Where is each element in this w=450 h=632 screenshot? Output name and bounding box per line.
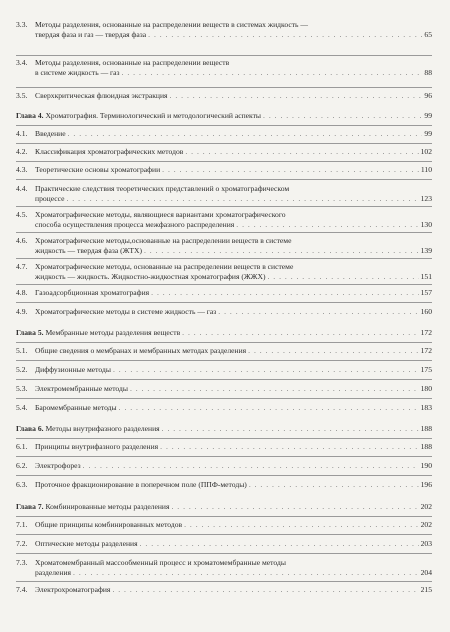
- leader-dots: [68, 129, 423, 139]
- toc-entry-5-1[interactable]: [16, 346, 432, 356]
- entry-title-line: Хроматографические методы, основанные на распределении веществ в системе: [35, 262, 294, 271]
- entry-title-line: разделения: [35, 567, 72, 577]
- leader-dots: [249, 480, 419, 490]
- entry-title-line: в системе жидкость — газ: [35, 67, 120, 77]
- entry-divider: [16, 302, 432, 303]
- entry-title-line: Сверхкритическая флюидная экстракция: [35, 91, 168, 100]
- entry-number: 4.2.: [16, 147, 28, 156]
- entry-title-line: Хроматомембранный массообменный процесс и хроматомембранные методы: [35, 558, 286, 567]
- entry-number: 7.4.: [16, 585, 28, 594]
- leader-dots: [184, 520, 418, 530]
- leader-dots: [218, 307, 418, 317]
- entry-divider: [16, 534, 432, 535]
- leader-dots: [83, 461, 419, 471]
- entry-number: 7.1.: [16, 520, 28, 529]
- toc-entry-4-9[interactable]: [16, 307, 432, 317]
- leader-dots: [170, 91, 423, 101]
- toc-entry-7-1[interactable]: [16, 520, 432, 530]
- page-number: 102: [420, 147, 432, 156]
- chapter-7-heading[interactable]: [16, 502, 432, 512]
- entry-divider: [16, 360, 432, 361]
- entry-divider: [16, 553, 432, 554]
- page-number: 99: [424, 129, 432, 138]
- entry-title-line: Теоретические основы хроматографии: [35, 165, 161, 174]
- toc-entry-7-4[interactable]: [16, 585, 432, 595]
- page-number: 172: [420, 346, 432, 355]
- page-number: 65: [424, 29, 432, 39]
- leader-dots: [171, 502, 418, 512]
- entry-number: 6.2.: [16, 461, 28, 470]
- entry-title-line: жидкость — твердая фаза (ЖТХ): [35, 245, 142, 255]
- entry-number: 3.3.: [16, 20, 28, 29]
- page-number: 99: [424, 111, 432, 120]
- entry-title-line: Баромембранные методы: [35, 403, 117, 412]
- entry-number: 7.2.: [16, 539, 28, 548]
- entry-title-line: Хроматографические методы в системе жидкость — газ: [35, 307, 217, 316]
- toc-entry-7-3[interactable]: [16, 558, 432, 577]
- leader-dots: [162, 424, 419, 434]
- page-number: 204: [420, 567, 432, 577]
- page-number: 160: [420, 307, 432, 316]
- entry-divider: [16, 179, 432, 180]
- leader-dots: [160, 442, 418, 452]
- chapter-label: Глава 7.: [16, 502, 44, 511]
- toc-entry-3-5[interactable]: [16, 91, 432, 101]
- leader-dots: [162, 165, 419, 175]
- toc-entry-3-3[interactable]: [16, 20, 432, 39]
- page-number: 88: [424, 67, 432, 77]
- entry-title-line: Электрохроматография: [35, 585, 111, 594]
- entry-divider: [16, 456, 432, 457]
- entry-title-line: Классификация хроматографических методов: [35, 147, 184, 156]
- chapter-6-heading[interactable]: [16, 424, 432, 434]
- chapter-label: Глава 5.: [16, 328, 44, 337]
- entry-divider: [16, 161, 432, 162]
- entry-title-line: Принципы внутрифазного разделения: [35, 442, 159, 451]
- entry-divider: [16, 379, 432, 380]
- entry-title-line: Диффузионные методы: [35, 365, 111, 374]
- entry-title-line: Введение: [35, 129, 66, 138]
- entry-number: 6.3.: [16, 480, 28, 489]
- page-number: 96: [424, 91, 432, 100]
- entry-title-line: Практические следствия теоретических представлений о хроматографическом: [35, 184, 290, 193]
- entry-divider: [16, 206, 432, 207]
- entry-number: 5.4.: [16, 403, 28, 412]
- toc-entry-6-3[interactable]: [16, 480, 432, 490]
- chapter-5-heading[interactable]: [16, 328, 432, 338]
- entry-number: 4.6.: [16, 236, 28, 245]
- entry-title-line: процессе: [35, 193, 65, 203]
- entry-title-line: Газоадсорбционная хроматография: [35, 288, 150, 297]
- entry-divider: [16, 342, 432, 343]
- chapter-label: Глава 4.: [16, 111, 44, 120]
- toc-entry-4-4[interactable]: [16, 184, 432, 203]
- chapter-4-heading[interactable]: [16, 111, 432, 121]
- leader-dots: [122, 68, 423, 78]
- leader-dots: [140, 539, 419, 549]
- leader-dots: [263, 111, 422, 121]
- toc-entry-3-4[interactable]: [16, 58, 432, 77]
- entry-divider: [16, 125, 432, 126]
- leader-dots: [112, 585, 418, 595]
- leader-dots: [113, 365, 419, 375]
- leader-dots: [248, 346, 418, 356]
- entry-title-line: способа осуществления процесса межфазного распределения: [35, 219, 235, 229]
- chapter-title: Мембранные методы разделения веществ: [45, 328, 181, 337]
- entry-divider: [16, 258, 432, 259]
- leader-dots: [67, 194, 419, 204]
- leader-dots: [151, 288, 418, 298]
- entry-number: 4.5.: [16, 210, 28, 219]
- entry-number: 4.1.: [16, 129, 28, 138]
- entry-number: 4.9.: [16, 307, 28, 316]
- page-number: 188: [420, 442, 432, 451]
- toc-entry-4-1[interactable]: [16, 129, 432, 139]
- chapter-label: Глава 6.: [16, 424, 44, 433]
- entry-number: 4.8.: [16, 288, 28, 297]
- leader-dots: [182, 328, 418, 338]
- leader-dots: [148, 30, 422, 40]
- entry-number: 4.4.: [16, 184, 28, 193]
- entry-number: 3.4.: [16, 58, 28, 67]
- toc-entry-6-1[interactable]: [16, 442, 432, 452]
- entry-title-line: Методы разделения, основанные на распределении веществ в системах жидкость —: [35, 20, 308, 29]
- entry-divider: [16, 516, 432, 517]
- entry-number: 4.3.: [16, 165, 28, 174]
- page-number: 172: [420, 328, 432, 337]
- toc-entry-4-5[interactable]: [16, 210, 432, 229]
- page-number: 215: [420, 585, 432, 594]
- entry-title-line: Хроматографические методы,основанные на распределении веществ в системе: [35, 236, 292, 245]
- page-number: 151: [420, 271, 432, 281]
- entry-number: 5.1.: [16, 346, 28, 355]
- toc-entry-6-2[interactable]: [16, 461, 432, 471]
- entry-divider: [16, 232, 432, 233]
- toc-entry-4-3[interactable]: [16, 165, 432, 175]
- page-number: 202: [420, 502, 432, 511]
- page-number: 180: [420, 384, 432, 393]
- entry-divider: [16, 581, 432, 582]
- entry-divider: [16, 438, 432, 439]
- entry-number: 6.1.: [16, 442, 28, 451]
- page-number: 130: [420, 219, 432, 229]
- entry-title-line: Оптические методы разделения: [35, 539, 138, 548]
- leader-dots: [236, 220, 418, 230]
- toc-entry-4-2[interactable]: [16, 147, 432, 157]
- page-number: 157: [420, 288, 432, 297]
- entry-divider: [16, 87, 432, 88]
- leader-dots: [144, 246, 419, 256]
- entry-title-line: жидкость — жидкость. Жидкостно-жидкостная хроматография (ЖЖХ): [35, 271, 266, 281]
- page-number: 202: [420, 520, 432, 529]
- leader-dots: [130, 384, 419, 394]
- toc-entry-5-3[interactable]: [16, 384, 432, 394]
- leader-dots: [185, 147, 418, 157]
- entry-title-line: Общие сведения о мембранах и мембранных методах разделения: [35, 346, 247, 355]
- page-number: 183: [420, 403, 432, 412]
- page-number: 175: [420, 365, 432, 374]
- chapter-title: Комбинированные методы разделения: [45, 502, 170, 511]
- toc-entry-7-2[interactable]: [16, 539, 432, 549]
- entry-number: 3.5.: [16, 91, 28, 100]
- leader-dots: [73, 568, 419, 578]
- toc-entry-5-2[interactable]: [16, 365, 432, 375]
- leader-dots: [119, 403, 419, 413]
- entry-number: 5.3.: [16, 384, 28, 393]
- entry-title-line: Общие принципы комбинированных методов: [35, 520, 183, 529]
- page-number: 123: [420, 193, 432, 203]
- entry-divider: [16, 475, 432, 476]
- leader-dots: [268, 272, 419, 282]
- chapter-title: Методы внутрифазного разделения: [45, 424, 160, 433]
- toc-entry-5-4[interactable]: [16, 403, 432, 413]
- entry-title-line: Электрофорез: [35, 461, 81, 470]
- page-number: 190: [420, 461, 432, 470]
- entry-divider: [16, 398, 432, 399]
- page-number: 139: [420, 245, 432, 255]
- entry-divider: [16, 143, 432, 144]
- page-number: 110: [420, 165, 432, 174]
- page-number: 188: [420, 424, 432, 433]
- entry-title-line: Проточное фракционирование в поперечном поле (ППФ-методы): [35, 480, 247, 489]
- chapter-title: Хроматография. Терминологический и методологический аспекты: [45, 111, 262, 120]
- entry-number: 7.3.: [16, 558, 28, 567]
- page-number: 196: [420, 480, 432, 489]
- toc-entry-4-8[interactable]: [16, 288, 432, 298]
- entry-divider: [16, 55, 432, 56]
- entry-divider: [16, 284, 432, 285]
- entry-title-line: Методы разделения, основанные на распределении веществ: [35, 58, 230, 67]
- entry-title-line: Хроматографические методы, являющиеся вариантами хроматографического: [35, 210, 286, 219]
- toc-entry-4-6[interactable]: [16, 236, 432, 255]
- page-number: 203: [420, 539, 432, 548]
- entry-title-line: твердая фаза и газ — твердая фаза: [35, 29, 147, 39]
- entry-number: 4.7.: [16, 262, 28, 271]
- entry-title-line: Электромембранные методы: [35, 384, 128, 393]
- entry-number: 5.2.: [16, 365, 28, 374]
- toc-entry-4-7[interactable]: [16, 262, 432, 281]
